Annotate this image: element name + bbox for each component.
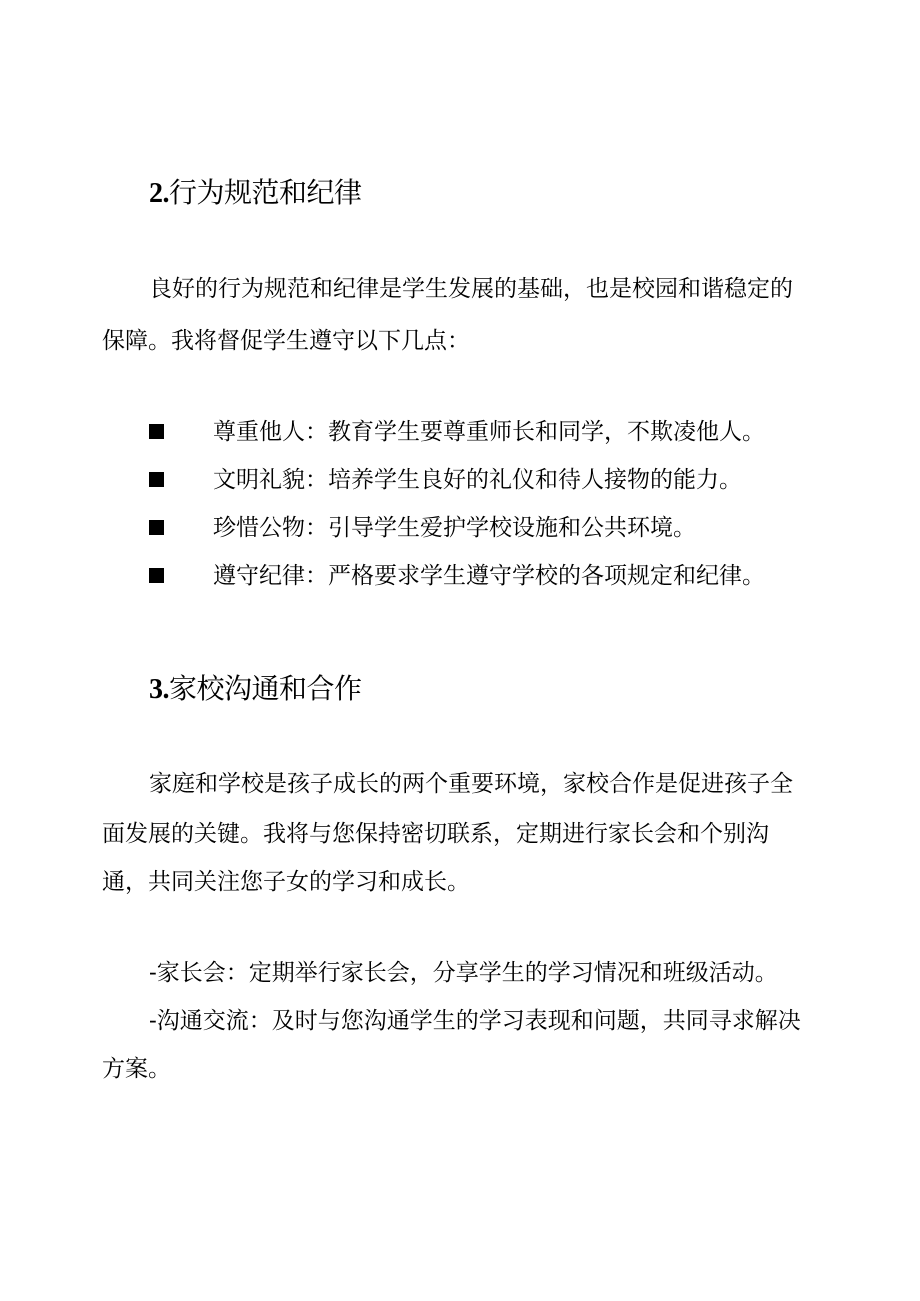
section-3-title: 家校沟通和合作: [169, 672, 362, 705]
square-bullet-icon: [149, 472, 164, 487]
section-2-number: 2.: [149, 178, 169, 209]
section-3-heading: [149, 672, 362, 707]
section-3-number: 3.: [149, 674, 169, 705]
section-3-intro-line-2: 面发展的关键。我将与您保持密切联系，定期进行家长会和个别沟: [102, 821, 769, 847]
section-3-item-2-line-1: -沟通交流：及时与您沟通学生的学习表现和问题，共同寻求解决: [149, 1008, 801, 1034]
section-2-intro-line-2: 保障。我将督促学生遵守以下几点：: [102, 328, 470, 354]
bullet-item-text: 遵守纪律：严格要求学生遵守学校的各项规定和纪律。: [213, 563, 765, 589]
section-3-intro-line-1: 家庭和学校是孩子成长的两个重要环境，家校合作是促进孩子全: [149, 771, 793, 797]
section-3-intro-line-3: 通，共同关注您子女的学习和成长。: [102, 869, 470, 895]
bullet-item-text: 尊重他人：教育学生要尊重师长和同学，不欺凌他人。: [213, 419, 765, 445]
square-bullet-icon: [149, 520, 164, 535]
section-2-intro-line-1: 良好的行为规范和纪律是学生发展的基础，也是校园和谐稳定的: [149, 276, 793, 302]
bullet-item-text: 文明礼貌：培养学生良好的礼仪和待人接物的能力。: [213, 467, 742, 493]
section-2-heading: [149, 176, 362, 211]
section-2-title: 行为规范和纪律: [169, 176, 362, 209]
square-bullet-icon: [149, 424, 164, 439]
bullet-item-text: 珍惜公物：引导学生爱护学校设施和公共环境。: [213, 515, 696, 541]
section-3-item-2-line-2: 方案。: [102, 1056, 171, 1082]
section-3-item-1: -家长会：定期举行家长会，分享学生的学习情况和班级活动。: [149, 960, 778, 986]
square-bullet-icon: [149, 568, 164, 583]
